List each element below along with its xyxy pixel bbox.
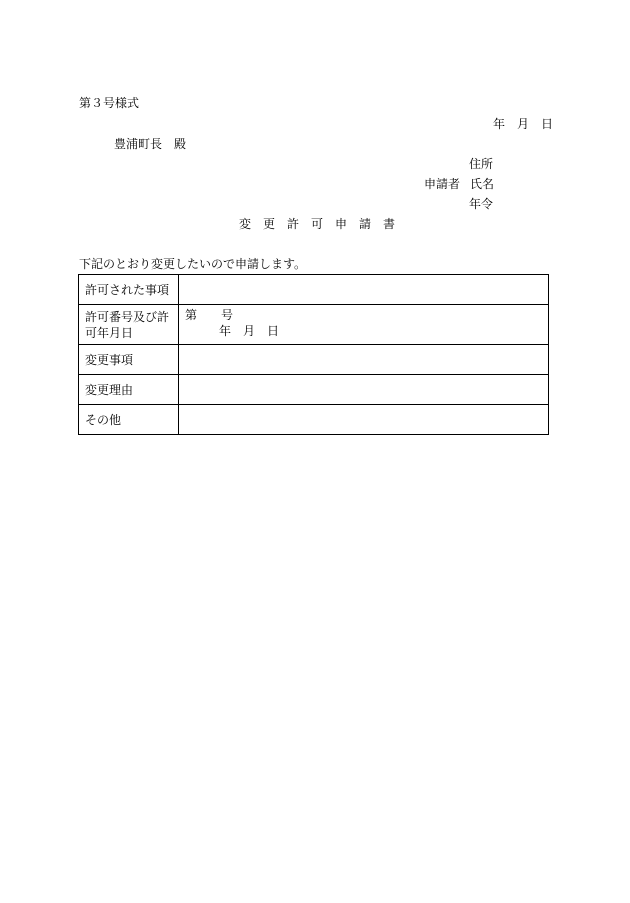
row-value-change-reason — [179, 375, 549, 405]
table-row — [79, 275, 549, 305]
permit-number-text: 第 号 — [185, 308, 234, 322]
row-label-change-reason: 変更理由 — [79, 375, 179, 405]
row-value-permit-number-date — [179, 305, 549, 345]
application-table — [78, 274, 549, 435]
intro-text: 下記のとおり変更したいので申請します。 — [79, 257, 307, 271]
table-row — [79, 375, 549, 405]
applicant-role-label: 申請者 — [424, 177, 461, 191]
row-value-permitted-matter — [179, 275, 549, 305]
document-title: 変 更 許 可 申 請 書 — [239, 217, 396, 231]
date-line: 年 月 日 — [493, 117, 554, 131]
age-label: 年令 — [469, 197, 494, 211]
table-row — [79, 405, 549, 435]
row-value-other — [179, 405, 549, 435]
name-label: 氏名 — [470, 177, 495, 191]
row-label-other: その他 — [79, 405, 179, 435]
row-label-permitted-matter: 許可された事項 — [79, 275, 179, 305]
row-value-change-matter — [179, 345, 549, 375]
table-row — [79, 305, 549, 345]
row-label-change-matter: 変更事項 — [79, 345, 179, 375]
permit-date-text: 年 月 日 — [219, 324, 280, 338]
table-row — [79, 345, 549, 375]
addressee: 豊浦町長 殿 — [114, 137, 187, 151]
address-label: 住所 — [469, 157, 494, 171]
row-label-permit-number-date: 許可番号及び許可年月日 — [79, 305, 179, 345]
form-number: 第３号様式 — [79, 96, 140, 110]
